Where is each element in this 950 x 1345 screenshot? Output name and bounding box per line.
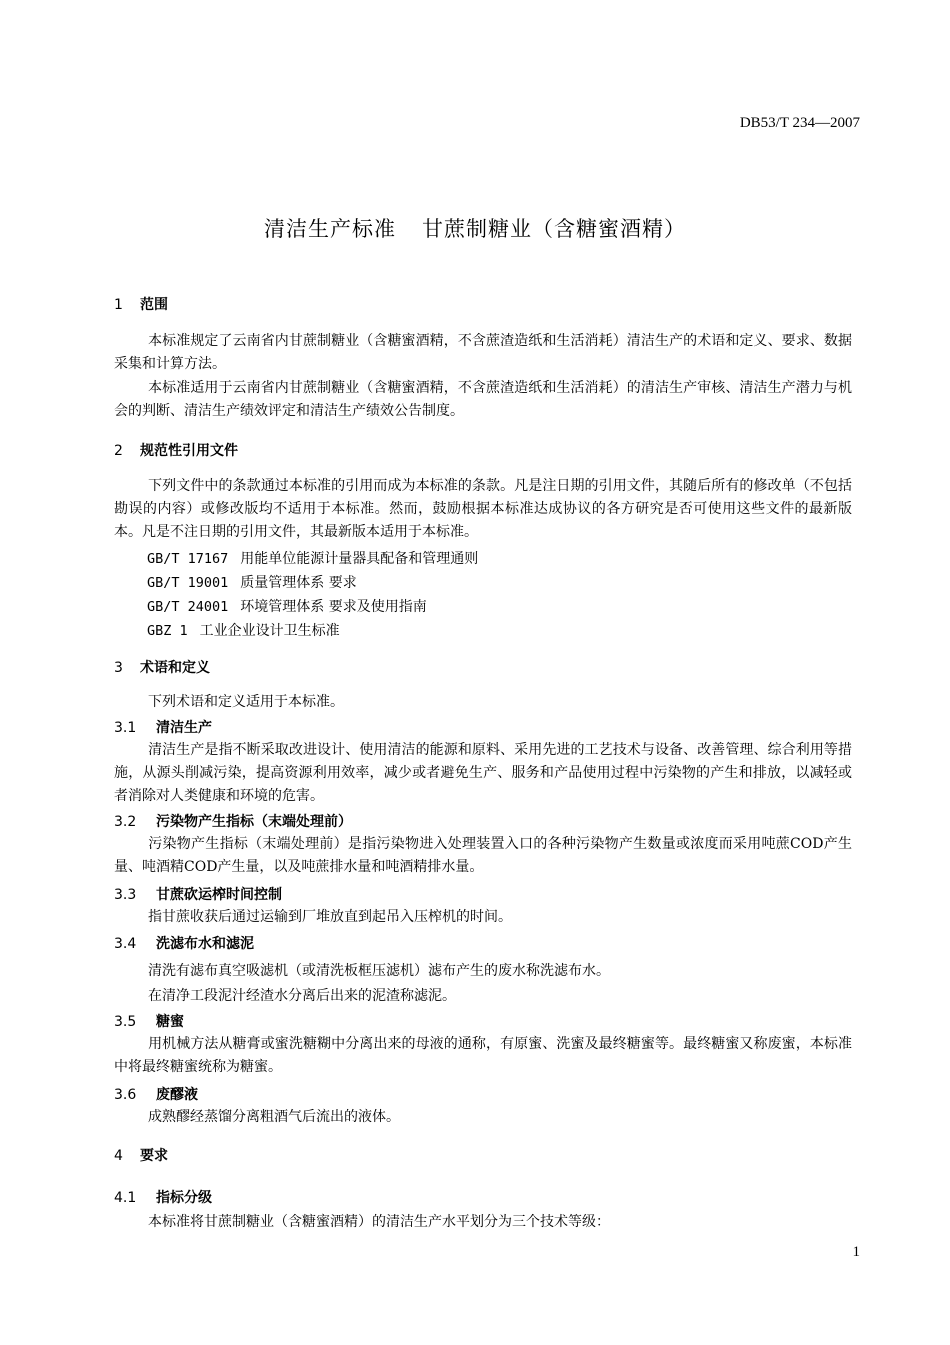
section-title: 要求 [140,1148,168,1164]
reference-item: GB/T 17167 用能单位能源计量器具配备和管理通则 [147,551,479,567]
section-4-heading [114,1145,168,1165]
subsection-3-4-heading [114,933,254,953]
section-number: 4 [114,1148,123,1164]
subsection-3-3-paragraph: 指甘蔗收获后通过运输到厂堆放直到起吊入压榨机的时间。 [148,909,512,925]
section-number: 2 [114,443,123,459]
document-code: DB53/T 234—2007 [739,115,860,131]
subsection-title: 废醪液 [156,1087,198,1103]
subsection-3-6-paragraph: 成熟醪经蒸馏分离粗酒气后流出的液体。 [148,1109,400,1125]
page-number: 1 [852,1244,860,1260]
section-number: 3 [114,660,123,676]
subsection-number: 3.3 [114,887,137,903]
section-1-paragraph-2: 本标准适用于云南省内甘蔗制糖业（含糖蜜酒精，不含蔗渣造纸和生活消耗）的清洁生产审核、清洁生产潜力与机会的判断、清洁生产绩效评定和清洁生产绩效公告制度。 [114,380,852,419]
subsection-title: 清洁生产 [156,720,212,736]
subsection-number: 4.1 [114,1190,137,1206]
subsection-title: 甘蔗砍运榨时间控制 [156,887,282,903]
subsection-3-5-paragraph: 用机械方法从糖膏或蜜洗糖糊中分离出来的母液的通称，有原蜜、洗蜜及最终糖蜜等。最终糖蜜又称废蜜，本标准中将最终糖蜜统称为糖蜜。 [114,1036,852,1075]
subsection-number: 3.2 [114,814,137,830]
section-2-heading [114,440,238,460]
section-1-heading [114,294,168,314]
page-title [0,213,950,243]
section-2-paragraph-1: 下列文件中的条款通过本标准的引用而成为本标准的条款。凡是注日期的引用文件，其随后所有的修改单（不包括勘误的内容）或修改版均不适用于本标准。然而，鼓励根据本标准达成协议的各方研究是否可使用这些文件的最新版本。凡是不注日期的引用文件，其最新版本适用于本标准。 [114,478,852,540]
subsection-3-6-heading [114,1084,198,1104]
subsection-3-1-paragraph: 清洁生产是指不断采取改进设计、使用清洁的能源和原料、采用先进的工艺技术与设备、改善管理、综合利用等措施，从源头削减污染，提高资源利用效率，减少或者避免生产、服务和产品使用过程中污染物的产生和排放，以减轻或者消除对人类健康和环境的危害。 [114,742,852,804]
subsection-3-1-heading [114,717,212,737]
subsection-title: 糖蜜 [156,1014,184,1030]
subsection-title: 指标分级 [156,1190,212,1206]
subsection-3-2-heading [114,811,352,831]
subsection-title: 洗滤布水和滤泥 [156,936,254,952]
section-3-heading [114,657,210,677]
section-1-paragraph-1: 本标准规定了云南省内甘蔗制糖业（含糖蜜酒精，不含蔗渣造纸和生活消耗）清洁生产的术语和定义、要求、数据采集和计算方法。 [114,333,852,372]
subsection-3-5-heading [114,1011,184,1031]
subsection-4-1-paragraph: 本标准将甘蔗制糖业（含糖蜜酒精）的清洁生产水平划分为三个技术等级： [148,1214,610,1230]
reference-item: GB/T 24001 环境管理体系 要求及使用指南 [147,599,427,615]
subsection-3-3-heading [114,884,282,904]
subsection-3-4-paragraph-1: 清洗有滤布真空吸滤机（或清洗板框压滤机）滤布产生的废水称洗滤布水。 [148,963,610,979]
title-part-2: 甘蔗制糖业（含糖蜜酒精） [422,217,686,241]
reference-item: GB/T 19001 质量管理体系 要求 [147,575,357,591]
section-title: 术语和定义 [140,660,210,676]
subsection-number: 3.6 [114,1087,137,1103]
reference-item: GBZ 1 工业企业设计卫生标准 [147,623,340,639]
subsection-4-1-heading [114,1187,212,1207]
subsection-3-4-paragraph-2: 在清净工段泥汁经渣水分离后出来的泥渣称滤泥。 [148,988,456,1004]
section-3-paragraph-1: 下列术语和定义适用于本标准。 [148,694,344,710]
subsection-number: 3.5 [114,1014,137,1030]
subsection-number: 3.1 [114,720,137,736]
section-number: 1 [114,297,123,313]
section-title: 规范性引用文件 [140,443,238,459]
subsection-title: 污染物产生指标（末端处理前） [156,814,352,830]
title-part-1: 清洁生产标准 [264,217,396,241]
subsection-3-2-paragraph: 污染物产生指标（末端处理前）是指污染物进入处理装置入口的各种污染物产生数量或浓度而采用吨蔗COD产生量、吨酒精COD产生量，以及吨蔗排水量和吨酒精排水量。 [114,836,852,875]
subsection-number: 3.4 [114,936,137,952]
section-title: 范围 [140,297,168,313]
